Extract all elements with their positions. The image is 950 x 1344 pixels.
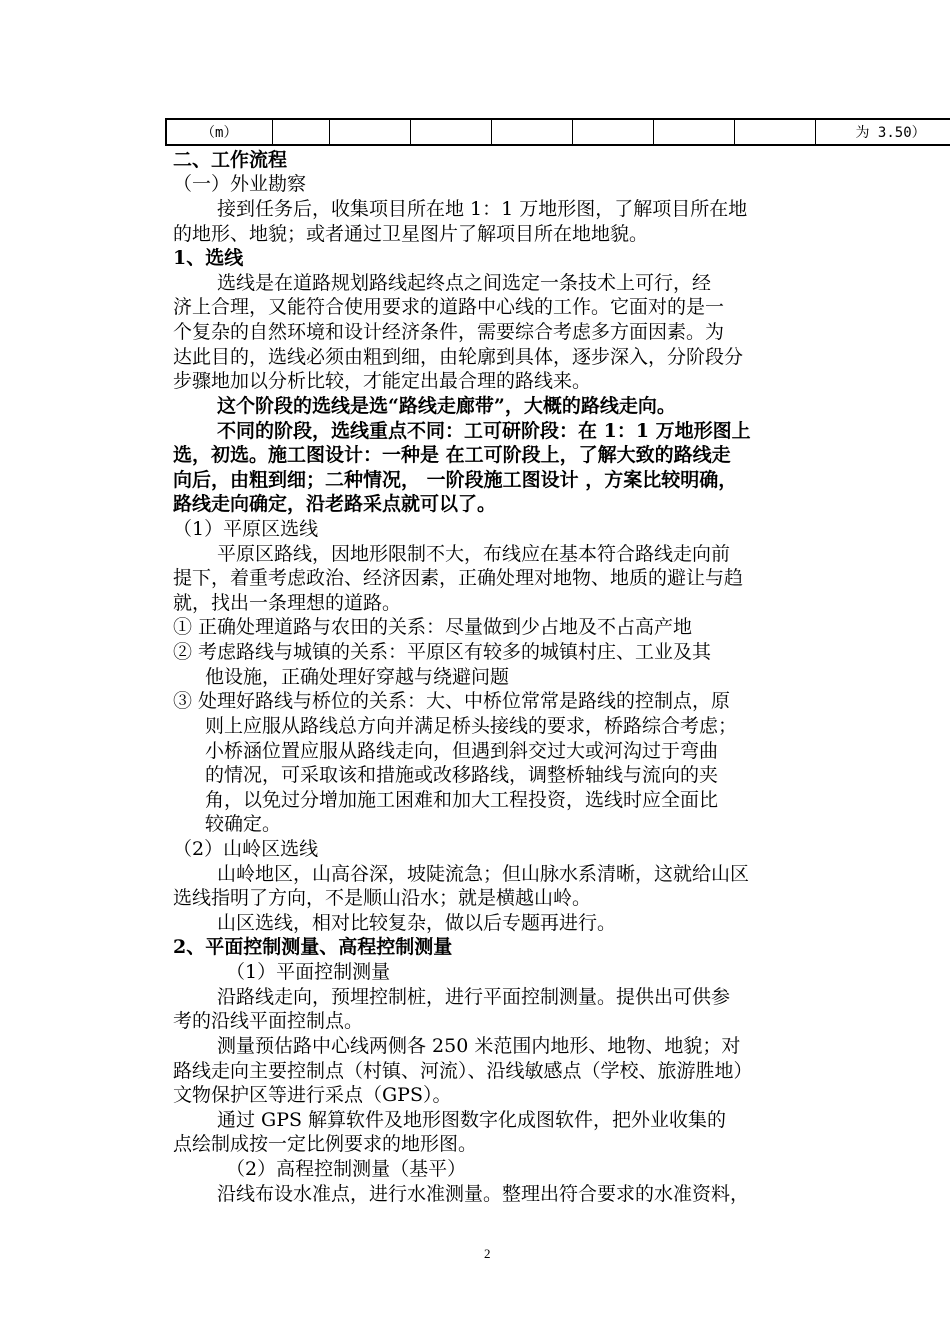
paragraph-line: 步骤地加以分析比较，才能定出最合理的路线来。: [173, 370, 592, 392]
paragraph-line: 的地形、地貌；或者通过卫星图片了解项目所在地地貌。: [173, 223, 649, 245]
list-item-continuation: 小桥涵位置应服从路线走向，但遇到斜交过大或河沟过于弯曲: [205, 740, 719, 762]
emphasis-line: 选，初选。施工图设计：一种是 在工可阶段上，了解大致的路线走: [173, 444, 731, 466]
subsection-heading: （2）山岭区选线: [173, 838, 319, 860]
paragraph-line: 测量预估路中心线两侧各 250 米范围内地形、地物、地貌；对: [217, 1035, 741, 1057]
step-heading: 1、选线: [173, 247, 244, 269]
table-cell: [272, 119, 329, 145]
table-row: [166, 119, 950, 145]
paragraph-line: 接到任务后，收集项目所在地 1：1 万地形图，了解项目所在地: [217, 198, 748, 220]
paragraph-line: 路线走向主要控制点（村镇、河流）、沿线敏感点（学校、旅游胜地）: [173, 1060, 753, 1082]
paragraph-line: 沿路线走向，预埋控制桩，进行平面控制测量。提供出可供参: [217, 986, 731, 1008]
data-table-fragment: [165, 118, 950, 146]
emphasis-line: 路线走向确定，沿老路采点就可以了。: [173, 493, 497, 515]
paragraph-line: 平原区路线，因地形限制不大，布线应在基本符合路线走向前: [217, 543, 731, 565]
table-cell: 为 3.50）: [815, 119, 950, 145]
paragraph-line: 山岭地区，山高谷深，坡陡流急；但山脉水系清晰，这就给山区: [217, 863, 750, 885]
paragraph-line: 达此目的，选线必须由粗到细，由轮廓到具体，逐步深入，分阶段分: [173, 346, 744, 368]
step-heading: 2、平面控制测量、高程控制测量: [173, 936, 453, 958]
table-cell: [734, 119, 815, 145]
section-heading: 二、工作流程: [173, 149, 288, 171]
paragraph-line: 考的沿线平面控制点。: [173, 1010, 364, 1032]
paragraph-line: 提下，着重考虑政治、经济因素，正确处理对地物、地质的避让与趋: [173, 567, 744, 589]
subsection-heading: （2）高程控制测量（基平）: [226, 1158, 467, 1180]
paragraph-line: 沿线布设水准点，进行水准测量。整理出符合要求的水准资料，: [217, 1183, 750, 1205]
list-item: ① 正确处理道路与农田的关系：尽量做到少占地及不占高产地: [173, 616, 693, 638]
paragraph-line: 选线指明了方向，不是顺山沿水；就是横越山岭。: [173, 887, 592, 909]
subsection-heading: （一）外业勘察: [173, 173, 307, 195]
subsection-heading: （1）平原区选线: [173, 518, 319, 540]
table-cell: [329, 119, 410, 145]
paragraph-line: 就，找出一条理想的道路。: [173, 592, 402, 614]
paragraph-line: 通过 GPS 解算软件及地形图数字化成图软件，把外业收集的: [217, 1109, 727, 1131]
list-item-continuation: 则上应服从路线总方向并满足桥头接线的要求，桥路综合考虑；: [205, 715, 738, 737]
list-item: ② 考虑路线与城镇的关系：平原区有较多的城镇村庄、工业及其: [173, 641, 712, 663]
list-item-continuation: 角，以免过分增加施工困难和加大工程投资，选线时应全面比: [205, 789, 719, 811]
page-number: 2: [484, 1246, 491, 1261]
table-cell: [410, 119, 491, 145]
list-item-continuation: 的情况，可采取该和措施或改移路线，调整桥轴线与流向的夹: [205, 764, 719, 786]
paragraph-line: 个复杂的自然环境和设计经济条件，需要综合考虑多方面因素。为: [173, 321, 725, 343]
paragraph-line: 济上合理，又能符合使用要求的道路中心线的工作。它面对的是一: [173, 296, 725, 318]
emphasis-line: 这个阶段的选线是选“路线走廊带”，大概的路线走向。: [217, 395, 676, 417]
emphasis-line: 向后，由粗到细；二种情况， 一阶段施工图设计 ，方案比较明确，: [173, 469, 738, 491]
table-cell: （m）: [166, 119, 272, 145]
paragraph-line: 山区选线，相对比较复杂，做以后专题再进行。: [217, 912, 617, 934]
list-item-continuation: 较确定。: [205, 813, 282, 835]
table-cell: [491, 119, 572, 145]
paragraph-line: 文物保护区等进行采点（GPS）。: [173, 1084, 452, 1106]
table-cell: [653, 119, 734, 145]
subsection-heading: （1）平面控制测量: [226, 961, 391, 983]
paragraph-line: 选线是在道路规划路线起终点之间选定一条技术上可行，经: [217, 272, 712, 294]
table-cell: [572, 119, 653, 145]
list-item: ③ 处理好路线与桥位的关系：大、中桥位常常是路线的控制点，原: [173, 690, 731, 712]
paragraph-line: 点绘制成按一定比例要求的地形图。: [173, 1133, 478, 1155]
list-item-continuation: 他设施，正确处理好穿越与绕避问题: [205, 666, 510, 688]
emphasis-line: 不同的阶段，选线重点不同：工可研阶段：在 1：1 万地形图上: [217, 420, 751, 442]
